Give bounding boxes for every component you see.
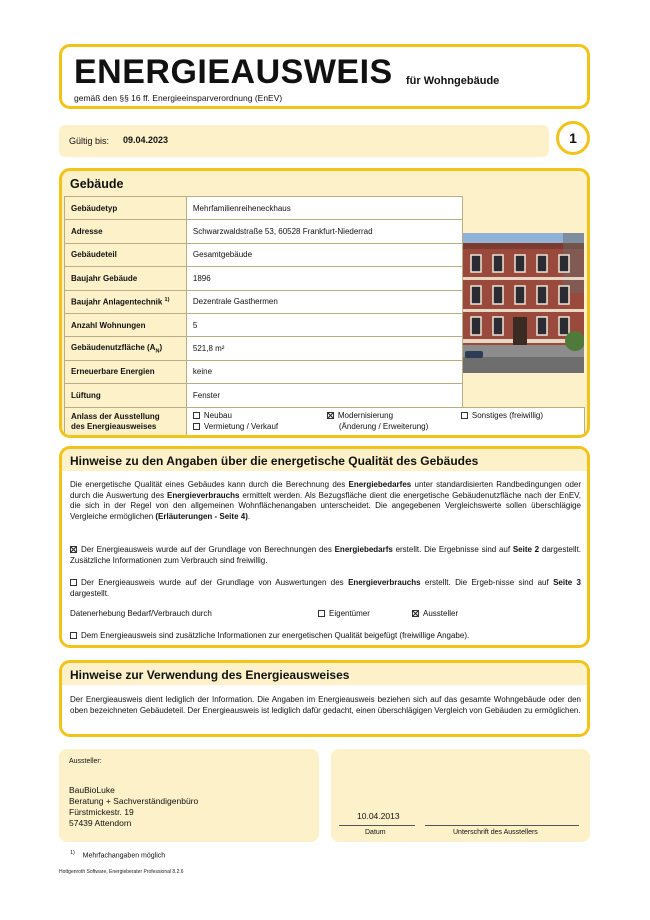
bold-run: Seite 2 [512, 545, 540, 554]
usage-text: Der Energieausweis dient lediglich der Information. Die Angaben im Energieausweis beziehen sich auf das gesamte Wohngebäude oder den oben bezeichneten Gebäudeteil. Der Energieausweis ist lediglich dafür gedacht, einen überschlägigen Vergleich von Gebäuden zu ermöglichen. [70, 695, 581, 715]
label-subscript: N [155, 348, 160, 355]
footnote [70, 850, 165, 859]
text-run: erstellt. Die Ergeb-nisse sind auf [420, 578, 554, 587]
row-label: Baujahr Gebäude [65, 267, 187, 290]
additional-info-text: Dem Energieausweis sind zusätzliche Informationen zur energetischen Qualität beigefügt (freiwillige Angabe). [81, 631, 470, 640]
document-title: ENERGIEAUSWEIS [74, 53, 393, 91]
row-label-text: Baujahr Anlagentechnik [71, 297, 163, 307]
label-end: ) [159, 342, 163, 352]
usage-heading: Hinweise zur Verwendung des Energieausweises [70, 668, 350, 682]
bold-run: Energieverbrauchs [166, 490, 240, 500]
reason-modernisation[interactable] [327, 411, 393, 420]
issuer-address [69, 785, 198, 829]
text-run: ermittelt werden. Als Bezugsfläche dient die energetische Gebäudenutzfläche nach der EnEV, die sich in der Regel von den allgemeinen Wohnflächenangaben unterscheidet. Die angegebenen Vergleichswerte sollen überschlägige Vergleiche ermöglichen [70, 490, 582, 521]
row-label: Gebäudetyp [65, 197, 187, 220]
row-label: Gebäudeteil [65, 243, 187, 266]
row-value: Fenster [186, 384, 462, 407]
data-collection-row [70, 609, 581, 620]
reason-label-line1: Anlass der Ausstellung [71, 411, 160, 421]
checkbox-icon[interactable] [70, 579, 77, 586]
text-run: Die energetische Qualität eines Gebäudes kann durch die Berechnung des [70, 480, 349, 489]
usage-header [62, 663, 587, 685]
text-run: . [247, 511, 251, 521]
checkbox-icon[interactable] [318, 610, 325, 617]
text-run: Der Energieausweis wurde auf der Grundlage von Auswertungen des [81, 578, 349, 587]
additional-info-row[interactable] [70, 631, 581, 642]
document-subtitle: gemäß den §§ 16 ff. Energieeinsparverordnung (EnEV) [74, 93, 283, 103]
reason-other[interactable] [461, 411, 543, 420]
hints-intro [70, 480, 581, 522]
row-label [65, 337, 187, 360]
validity-label: Gültig bis: [69, 136, 110, 146]
issuer-box [59, 749, 319, 842]
text-run: dargestellt. Zusätzliche Informationen zum Verbrauch sind freiwillig. [70, 545, 582, 565]
option-label: Neubau [203, 410, 232, 420]
data-collection-owner[interactable] [318, 609, 370, 620]
option-demand-basis[interactable] [70, 545, 581, 566]
option-consumption-basis[interactable] [70, 578, 581, 599]
row-value: 1896 [186, 267, 462, 290]
reason-label-line2: des Energieausweises [71, 421, 157, 431]
row-label: Adresse [65, 220, 187, 243]
footnote-text: Mehrfachangaben möglich [82, 852, 166, 860]
table-row [65, 407, 585, 436]
row-label: Anzahl Wohnungen [65, 313, 187, 336]
row-value: Gesamtgebäude [186, 243, 462, 266]
issuer-label: Aussteller: [69, 758, 102, 765]
issuer-line: Beratung + Sachverständigenbüro [69, 796, 199, 806]
reason-options [186, 407, 584, 436]
bold-run: Energieverbrauchs [348, 578, 421, 587]
checkbox-checked-icon[interactable] [327, 412, 334, 419]
building-photo [463, 233, 584, 373]
row-value: Schwarzwaldstraße 53, 60528 Frankfurt-Niederrad [186, 220, 462, 243]
row-label: Erneuerbare Energien [65, 360, 187, 383]
option-label: Modernisierung [337, 410, 394, 420]
checkbox-icon[interactable] [70, 632, 77, 639]
signature-date: 10.04.2013 [357, 811, 400, 821]
issuer-line: 57439 Attendorn [69, 818, 132, 828]
signature-label: Unterschrift des Ausstellers [453, 829, 538, 836]
signature-box [331, 749, 590, 842]
text-run: Der Energieausweis wurde auf der Grundlage von Berechnungen des [81, 545, 335, 554]
table-row [65, 197, 585, 220]
row-value: 521,8 m² [186, 337, 462, 360]
title-box [59, 44, 590, 109]
bold-run: Energiebedarfs [334, 545, 393, 554]
bold-run: Energiebedarfes [348, 480, 412, 489]
software-credit: Hottgenroth Software, Energieberater Professional 8.2.6 [59, 869, 184, 875]
issuer-line: Fürstmickestr. 19 [69, 807, 134, 817]
validity-bar [59, 125, 549, 157]
row-value: keine [186, 360, 462, 383]
option-label: Eigentümer [329, 609, 370, 618]
option-label: Vermietung / Verkauf [203, 421, 279, 431]
data-collection-label: Datenerhebung Bedarf/Verbrauch durch [70, 609, 212, 618]
row-label [65, 290, 187, 313]
row-value: Mehrfamilienreiheneckhaus [186, 197, 462, 220]
hints-heading: Hinweise zu den Angaben über die energetische Qualität des Gebäudes [70, 454, 479, 468]
text-run: dargestellt. [70, 588, 110, 598]
text-run: unter standardisierten Randbedingungen oder durch die Auswertung des [70, 480, 582, 500]
checkbox-checked-icon[interactable] [70, 546, 77, 553]
row-label: Lüftung [65, 384, 187, 407]
option-label: Sonstiges (freiwillig) [471, 410, 544, 420]
option-label: Aussteller [423, 609, 459, 618]
data-collection-issuer[interactable] [412, 609, 458, 620]
reason-modernisation-sub: (Änderung / Erweiterung) [338, 421, 429, 431]
reason-rent[interactable] [193, 422, 278, 431]
date-label: Datum [365, 829, 386, 836]
document-title-for: für Wohngebäude [406, 75, 500, 87]
date-line [339, 825, 415, 826]
reason-label [65, 407, 187, 436]
checkbox-icon[interactable] [193, 423, 200, 430]
usage-section [59, 660, 590, 737]
checkbox-icon[interactable] [461, 412, 468, 419]
signature-line [425, 825, 579, 826]
checkbox-icon[interactable] [193, 412, 200, 419]
hints-header [62, 449, 587, 471]
footnote-mark: 1) [70, 850, 75, 856]
hints-section [59, 446, 590, 648]
row-label-text: Gebäudenutzfläche (A [71, 342, 156, 352]
building-heading: Gebäude [70, 177, 124, 191]
row-value: 5 [186, 313, 462, 336]
footnote-marker: 1) [164, 296, 170, 303]
row-value: Dezentrale Gasthermen [186, 290, 462, 313]
page-number: 1 [556, 121, 590, 155]
reason-new[interactable] [193, 411, 232, 420]
bold-run: Seite 3 [553, 578, 582, 587]
bold-run: (Erläuterungen - Seite 4) [155, 511, 248, 521]
text-run: erstellt. Die Ergebnisse sind auf [392, 545, 513, 554]
validity-date: 09.04.2023 [123, 135, 169, 145]
issuer-line: BauBioLuke [69, 785, 115, 795]
checkbox-checked-icon[interactable] [412, 610, 419, 617]
